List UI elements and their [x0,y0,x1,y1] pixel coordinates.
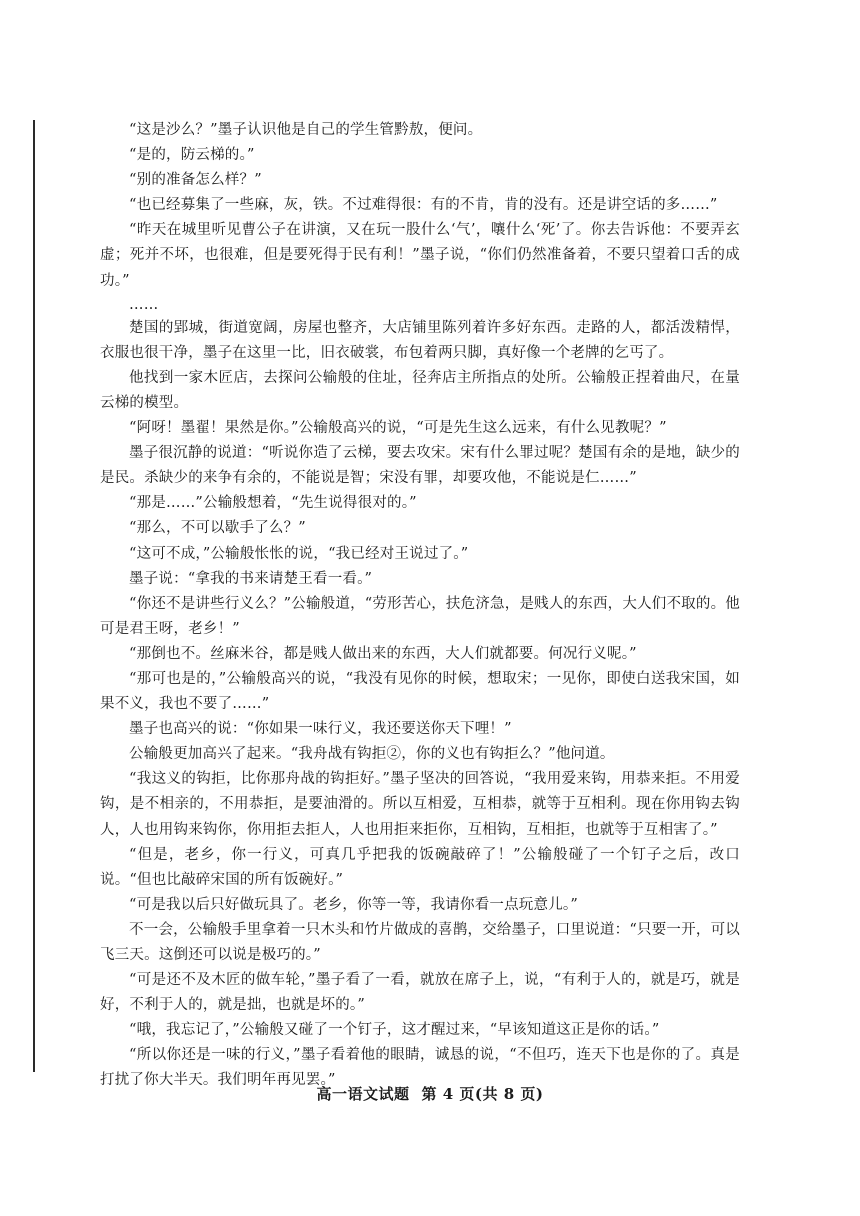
paragraph: “是的，防云梯的。” [129,147,255,164]
ellipsis-separator: …… [129,296,159,313]
paragraph: “所以你还是一味的行义，”墨子看着他的眼睛，诚恳的说，“不但巧，连天下也是你的了。真是打扰了你大半天。我们明年再见罢。” [100,1047,740,1089]
paragraph: “也已经募集了一些麻，灰，铁。不过难得很：有的不肯，肯的没有。还是讲空话的多……” [129,197,718,214]
paragraph: “那是……”公输般想着，“先生说得很对的。” [129,495,417,512]
page-footer [0,1083,860,1104]
paragraph: “但是，老乡，你一行义，可真几乎把我的饭碗敲碎了！”公输般碰了一个钉子之后，改口说。“但也比敲碎宋国的所有饭碗好。” [100,846,740,888]
paragraph: 墨子也高兴的说：“你如果一味行义，我还要送你天下哩！” [129,721,512,738]
paragraph: “我这义的钩拒，比你那舟战的钩拒好。”墨子坚决的回答说，“我用爱来钩，用恭来拒。不用爱钩，是不相亲的，不用恭拒，是要油滑的。所以互相爱，互相恭，就等于互相利。现在你用钩去钩人，人也用钩来钩你，你用拒去拒人，人也用拒来拒你，互相钩，互相拒，也就等于互相害了。” [100,771,740,838]
paragraph: 他找到一家木匠店，去探问公输般的住址，径奔店主所指点的处所。公输般正捏着曲尺，在量云梯的模型。 [100,369,740,411]
paragraph: 墨子说：“拿我的书来请楚王看一看。” [129,570,373,587]
binding-margin-line [33,120,35,1072]
paragraph: “别的准备怎么样？” [129,172,262,189]
paragraph: “阿呀！墨翟！果然是你。”公输般高兴的说，“可是先生这么远来，有什么见教呢？” [129,420,667,437]
paragraph: 墨子很沉静的说道：“听说你造了云梯，要去攻宋。宋有什么罪过呢？楚国有余的是地，缺少的是民。杀缺少的来争有余的，不能说是智；宋没有罪，却要攻他，不能说是仁……” [100,445,740,487]
paragraph: “可是我以后只好做玩具了。老乡，你等一等，我请你看一点玩意儿。” [129,896,578,913]
passage-text [100,118,740,1094]
paragraph: 公输般更加高兴了起来。“我舟战有钩拒②，你的义也有钩拒么？”他问道。 [129,746,615,763]
paragraph: “哦，我忘记了，”公输般又碰了一个钉子，这才醒过来，“早该知道这正是你的话。” [129,1022,660,1039]
paragraph: 楚国的郢城，街道宽阔，房屋也整齐，大店铺里陈列着许多好东西。走路的人，都活泼精悍，衣服也很干净，墨子在这里一比，旧衣破裳，布包着两只脚，真好像一个老牌的乞丐了。 [100,319,740,361]
paragraph: “那可也是的，”公输般高兴的说，“我没有见你的时候，想取宋；一见你，即使白送我宋国，如果不义，我也不要了……” [100,670,740,713]
paragraph: “你还不是讲些行义么？”公输般道，“劳形苦心，扶危济急，是贱人的东西，大人们不取的。他可是君王呀，老乡！” [100,595,740,637]
page-number: 第 4 页(共 8 页) [421,1085,544,1103]
paragraph: “这是沙么？”墨子认识他是自己的学生管黔敖，便问。 [129,122,483,138]
paragraph: “那么，不可以歇手了么？” [129,520,306,537]
exam-subject: 高一语文试题 [316,1085,410,1103]
paragraph: “这可不成，”公输般怅怅的说，“我已经对王说过了。” [129,545,469,562]
paragraph: 不一会，公输般手里拿着一只木头和竹片做成的喜鹊，交给墨子，口里说道：“只要一开，可以飞三天。这倒还可以说是极巧的。” [100,921,740,963]
paragraph: “可是还不及木匠的做车轮，”墨子看了一看，就放在席子上，说，“有利于人的，就是巧，就是好，不利于人的，就是拙，也就是坏的。” [100,972,740,1014]
paragraph: “那倒也不。丝麻米谷，都是贱人做出来的东西，大人们就都要。何况行义呢。” [129,645,637,662]
paragraph: “昨天在城里听见曹公子在讲演，又在玩一股什么‘气’，嚷什么‘死’了。你去告诉他：不要弄玄虚；死并不坏，也很难，但是要死得于民有利！”墨子说，“你们仍然准备着，不要只望着口舌的成功。” [100,222,740,289]
